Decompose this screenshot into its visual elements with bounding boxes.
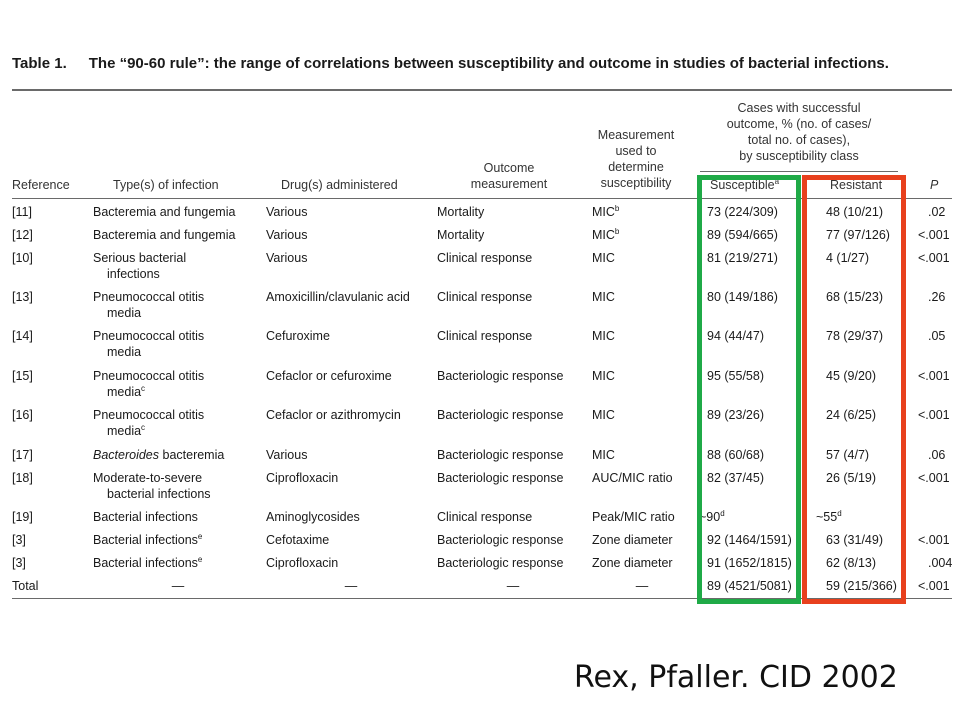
measurement-text: MIC (592, 369, 615, 383)
type-line2 (93, 305, 263, 321)
outcome-text: Mortality (437, 228, 485, 242)
reference-text: [10] (12, 251, 33, 265)
measurement-text: MIC (592, 205, 615, 219)
susceptible-text: 89 (23/26) (707, 408, 764, 422)
resistant-sup: d (837, 508, 842, 518)
drug-text: Various (266, 228, 308, 242)
drug-text: Amoxicillin/clavulanic acid (266, 290, 410, 304)
p-text: <.001 (918, 408, 950, 422)
p-text: <.001 (918, 579, 950, 593)
cell-measurement (592, 578, 692, 594)
header-p: P (930, 178, 939, 192)
susceptible-text: 91 (1652/1815) (707, 556, 792, 570)
resistant-text: 59 (215/366) (826, 579, 897, 593)
cell-reference (12, 289, 82, 305)
header-susceptible-label: Susceptible (710, 178, 775, 192)
type-text: Pneumococcal otitis (93, 290, 205, 304)
cell-type (93, 555, 263, 571)
cell-reference (12, 250, 82, 266)
cell-measurement (592, 447, 692, 463)
cell-drug (266, 578, 436, 594)
table-label: Table 1. (12, 55, 67, 72)
drug-text: Cefuroxime (266, 329, 330, 343)
cell-drug (266, 532, 436, 548)
cell-type (93, 447, 263, 463)
cell-measurement (592, 368, 692, 384)
cell-p-value (918, 250, 958, 266)
cell-drug (266, 407, 436, 423)
susceptible-text: ~90 (699, 510, 721, 524)
measurement-text: MIC (592, 290, 615, 304)
type-text: Pneumococcal otitis (93, 408, 205, 422)
outcome-text: Bacteriologic response (437, 408, 564, 422)
drug-text: Ciprofloxacin (266, 556, 339, 570)
outcome-text: Mortality (437, 205, 485, 219)
type-text: Pneumococcal otitis (93, 369, 205, 383)
cell-outcome (437, 250, 589, 266)
susceptible-text: 80 (149/186) (707, 290, 778, 304)
p-text: .06 (928, 448, 946, 462)
cell-type (93, 289, 263, 321)
type-text-2: media (107, 424, 142, 438)
type-line2 (93, 384, 263, 400)
type-text: Pneumococcal otitis (93, 329, 205, 343)
table-title (12, 55, 942, 72)
cell-p-value (918, 470, 958, 486)
type2-sup: c (141, 422, 146, 432)
cell-outcome (437, 509, 589, 525)
cell-reference (12, 470, 82, 486)
cell-measurement (592, 204, 692, 220)
susceptible-text: 82 (37/45) (707, 471, 764, 485)
outcome-text: Bacteriologic response (437, 533, 564, 547)
top-rule (12, 89, 952, 91)
cell-drug (266, 555, 436, 571)
header-susceptible-sup: a (774, 176, 780, 186)
susceptible-text: 81 (219/271) (707, 251, 778, 265)
drug-text: Cefaclor or azithromycin (266, 408, 401, 422)
header-cases: Cases with successful outcome, % (no. of cases/ total no. of cases), by susceptibility class (726, 101, 872, 163)
resistant-text: 4 (1/27) (826, 251, 870, 265)
outcome-text: Clinical response (437, 329, 533, 343)
type2-sup: c (141, 383, 146, 393)
measurement-text: — (635, 579, 649, 593)
cell-reference (12, 328, 82, 344)
p-text: <.001 (918, 533, 950, 547)
measurement-text: MIC (592, 251, 615, 265)
cell-measurement (592, 289, 692, 305)
cell-type (93, 227, 263, 243)
outcome-text: Clinical response (437, 290, 533, 304)
type-text-2: media (107, 306, 142, 320)
cell-p-value (918, 227, 958, 243)
header-resistant: Resistant (830, 178, 883, 192)
citation: Rex, Pfaller. CID 2002 (574, 660, 898, 695)
type-text: Bacteremia and fungemia (93, 205, 236, 219)
cell-measurement (592, 509, 692, 525)
cell-drug (266, 470, 436, 486)
outcome-text: Clinical response (437, 251, 533, 265)
outcome-text: Bacteriologic response (437, 471, 564, 485)
resistant-text: 62 (8/13) (826, 556, 877, 570)
cell-reference (12, 555, 82, 571)
cell-type (93, 368, 263, 400)
susceptible-text: 95 (55/58) (707, 369, 764, 383)
resistant-text: 57 (4/7) (826, 448, 870, 462)
resistant-text: 48 (10/21) (826, 205, 883, 219)
reference-text: Total (12, 579, 39, 593)
cell-drug (266, 328, 436, 344)
reference-text: [12] (12, 228, 33, 242)
cell-drug (266, 289, 436, 305)
cell-outcome (437, 328, 589, 344)
cell-p-value (928, 447, 960, 463)
cell-measurement (592, 470, 692, 486)
susceptible-text: 94 (44/47) (707, 329, 764, 343)
drug-text: Various (266, 251, 308, 265)
reference-text: [3] (12, 533, 26, 547)
p-text: .004 (928, 556, 953, 570)
cell-drug (266, 447, 436, 463)
measurement-text: Zone diameter (592, 556, 673, 570)
p-text: <.001 (918, 471, 950, 485)
resistant-text: 45 (9/20) (826, 369, 877, 383)
cell-p-value (928, 204, 960, 220)
type-text: bacteremia (159, 448, 225, 462)
p-text: .02 (928, 205, 946, 219)
cell-p-value (918, 532, 958, 548)
cases-underline (700, 171, 898, 172)
cell-p-value (918, 407, 958, 423)
drug-text: — (344, 579, 358, 593)
type-text: Bacteremia and fungemia (93, 228, 236, 242)
drug-text: Various (266, 448, 308, 462)
susceptible-text: 73 (224/309) (707, 205, 778, 219)
drug-text: Cefaclor or cefuroxime (266, 369, 392, 383)
cell-outcome (437, 555, 589, 571)
cell-p-value (918, 578, 958, 594)
reference-text: [19] (12, 510, 33, 524)
cell-outcome (437, 204, 589, 220)
cell-p-value (918, 368, 958, 384)
measurement-text: MIC (592, 408, 615, 422)
p-text: <.001 (918, 251, 950, 265)
outcome-text: — (506, 579, 520, 593)
reference-text: [15] (12, 369, 33, 383)
cell-measurement (592, 328, 692, 344)
cell-drug (266, 250, 436, 266)
outcome-text: Bacteriologic response (437, 556, 564, 570)
type-text-2: media (107, 385, 142, 399)
cell-outcome (437, 470, 589, 486)
reference-text: [13] (12, 290, 33, 304)
p-text: .26 (928, 290, 946, 304)
type-line2 (93, 266, 263, 282)
cell-measurement (592, 227, 692, 243)
type-text-2: bacterial infections (107, 487, 211, 501)
resistant-text: 77 (97/126) (826, 228, 890, 242)
header-measurement: Measurement used to determine susceptibility (597, 128, 675, 190)
cell-reference (12, 227, 82, 243)
cell-type (93, 470, 263, 502)
cell-reference (12, 532, 82, 548)
cell-type (93, 509, 263, 525)
susceptible-text: 88 (60/68) (707, 448, 764, 462)
header-reference: Reference (12, 178, 70, 192)
cell-reference (12, 407, 82, 423)
reference-text: [17] (12, 448, 33, 462)
resistant-text: ~55 (816, 510, 838, 524)
cell-measurement (592, 532, 692, 548)
susceptible-text: 89 (594/665) (707, 228, 778, 242)
cell-reference (12, 509, 82, 525)
cell-measurement (592, 407, 692, 423)
cell-reference (12, 578, 82, 594)
measurement-text: MIC (592, 228, 615, 242)
measurement-text: MIC (592, 329, 615, 343)
type-line2 (93, 486, 263, 502)
cell-measurement (592, 555, 692, 571)
cell-outcome (437, 578, 589, 594)
measurement-text: MIC (592, 448, 615, 462)
reference-text: [16] (12, 408, 33, 422)
type-text: Bacterial infections (93, 556, 198, 570)
reference-text: [14] (12, 329, 33, 343)
outcome-text: Clinical response (437, 510, 533, 524)
p-text: <.001 (918, 228, 950, 242)
cell-p-value (928, 289, 960, 305)
type-text: Bacterial infections (93, 510, 198, 524)
type-text: — (171, 579, 185, 593)
cell-drug (266, 509, 436, 525)
cell-drug (266, 227, 436, 243)
outcome-text: Bacteriologic response (437, 448, 564, 462)
cell-type (93, 250, 263, 282)
drug-text: Ciprofloxacin (266, 471, 339, 485)
resistant-highlight-box (802, 175, 906, 604)
p-text: <.001 (918, 369, 950, 383)
cell-type (93, 407, 263, 439)
table-caption: The “90-60 rule”: the range of correlations between susceptibility and outcome in studies of bacterial infections. (88, 55, 889, 72)
cell-p-value (928, 328, 960, 344)
reference-text: [18] (12, 471, 33, 485)
resistant-text: 63 (31/49) (826, 533, 883, 547)
header-outcome: Outcome measurement (470, 161, 548, 191)
type-line2 (93, 344, 263, 360)
cell-reference (12, 447, 82, 463)
type-italic-text: Bacteroides (93, 448, 160, 462)
cell-outcome (437, 532, 589, 548)
type-sup: e (197, 531, 203, 541)
resistant-text: 26 (5/19) (826, 471, 877, 485)
type-sup: e (197, 554, 203, 564)
cell-reference (12, 204, 82, 220)
drug-text: Aminoglycosides (266, 510, 360, 524)
cell-drug (266, 204, 436, 220)
susceptible-sup: d (720, 508, 725, 518)
cell-outcome (437, 368, 589, 384)
type-text-2: media (107, 345, 142, 359)
cell-reference (12, 368, 82, 384)
susceptible-text: 92 (1464/1591) (707, 533, 792, 547)
resistant-text: 78 (29/37) (826, 329, 883, 343)
measurement-text: Peak/MIC ratio (592, 510, 675, 524)
drug-text: Cefotaxime (266, 533, 330, 547)
cell-drug (266, 368, 436, 384)
cell-outcome (437, 227, 589, 243)
reference-text: [3] (12, 556, 26, 570)
susceptible-highlight-box (697, 175, 801, 604)
susceptible-text: 89 (4521/5081) (707, 579, 792, 593)
cell-outcome (437, 407, 589, 423)
resistant-text: 68 (15/23) (826, 290, 883, 304)
drug-text: Various (266, 205, 308, 219)
header-type: Type(s) of infection (113, 178, 219, 192)
measurement-sup: b (614, 203, 620, 213)
cell-outcome (437, 447, 589, 463)
p-text: .05 (928, 329, 946, 343)
reference-text: [11] (12, 205, 32, 219)
type-text: Serious bacterial (93, 251, 187, 265)
cell-type (93, 578, 263, 594)
type-line2 (93, 423, 263, 439)
resistant-text: 24 (6/25) (826, 408, 877, 422)
type-text: Moderate-to-severe (93, 471, 203, 485)
cell-type (93, 532, 263, 548)
cell-type (93, 204, 263, 220)
measurement-sup: b (614, 226, 620, 236)
measurement-text: AUC/MIC ratio (592, 471, 673, 485)
type-text: Bacterial infections (93, 533, 198, 547)
measurement-text: Zone diameter (592, 533, 673, 547)
type-text-2: infections (107, 267, 160, 281)
outcome-text: Bacteriologic response (437, 369, 564, 383)
cell-type (93, 328, 263, 360)
cell-measurement (592, 250, 692, 266)
cell-outcome (437, 289, 589, 305)
header-drug: Drug(s) administered (281, 178, 398, 192)
cell-p-value (928, 555, 960, 571)
